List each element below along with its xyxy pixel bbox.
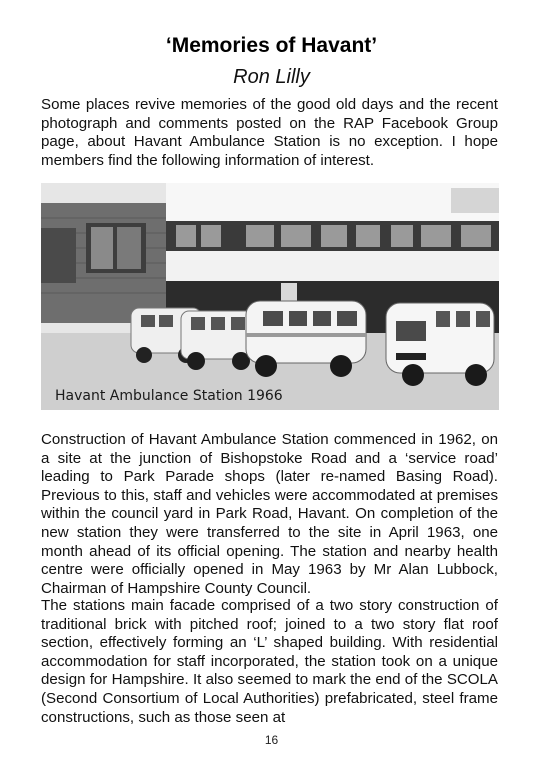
article-author: Ron Lilly <box>233 66 310 88</box>
article-title: ‘Memories of Havant’ <box>165 34 378 57</box>
page-number: 16 <box>264 733 279 747</box>
ambulance-station-photo <box>41 183 499 410</box>
facade-paragraph: The stations main facade comprised of a two story construction of traditional brick with pitched roof; joined to a two story flat roof section, effectively forming an ‘L’ shaped building. With residential accommodation for staff incorporated, the station took on a unique design for Hampshire. It also seemed to mark the end of the SCOLA (Second Consortium of Local Authorities) prefabricated, steel frame constructions, such as those seen at <box>41 597 498 726</box>
intro-paragraph: Some places revive memories of the good old days and the recent photograph and comments posted on the RAP Facebook Group page, about Havant Ambulance Station is no exception. I hope members find the following information of interest. <box>41 96 498 169</box>
construction-paragraph: Construction of Havant Ambulance Station commenced in 1962, on a site at the junction of Bishopstoke Road and a ‘service road’ leading to Park Parade shops (later re-named Basing Road). Previous to this, staff and vehicles were accommodated at premises within the council yard in Park Road, Havant. On completion of the new station they were transferred to the site in April 1963, one month ahead of its official opening. The station and nearby health centre were officially opened in May 1963 by Mr Alan Lubbock, Chairman of Hampshire County Council. <box>41 431 498 597</box>
photo-caption: Havant Ambulance Station 1966 <box>55 388 283 404</box>
